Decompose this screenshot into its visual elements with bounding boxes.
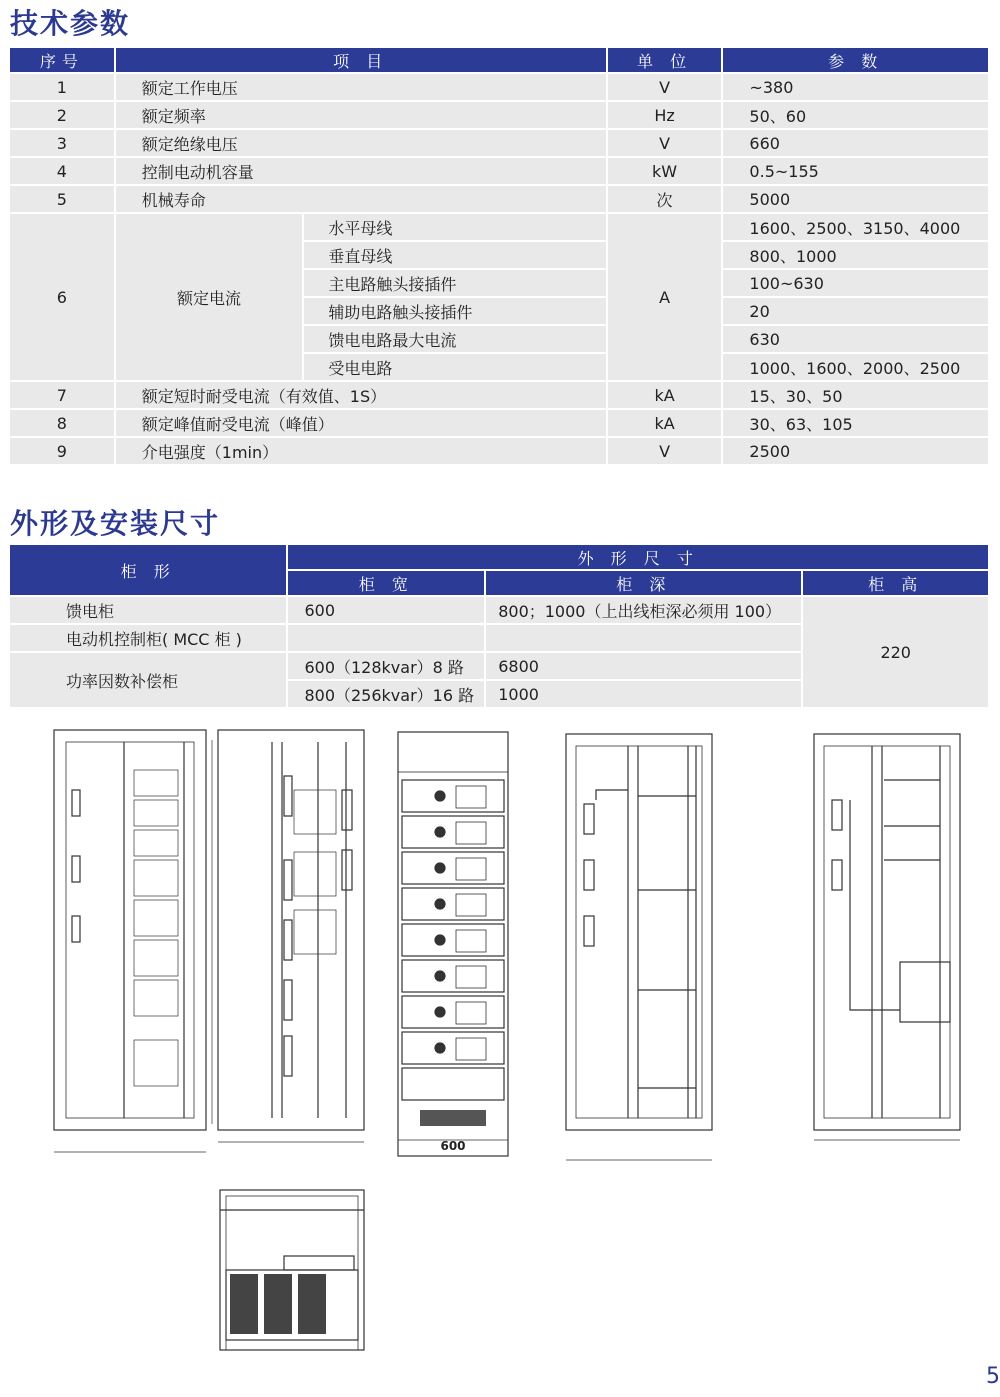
header-type: 柜 形 bbox=[10, 545, 286, 595]
height-value: 220 bbox=[803, 597, 988, 707]
cabinet-busbar-view bbox=[218, 730, 364, 1142]
tech-params-table bbox=[8, 46, 990, 466]
table-row: 800（256kvar）16 路 1000 bbox=[10, 681, 988, 707]
header-outer-size: 外 形 尺 寸 bbox=[288, 545, 988, 569]
table-row: 9 介电强度（1min） V 2500 bbox=[10, 438, 988, 464]
cabinet-side-section-b bbox=[814, 734, 960, 1140]
table-row: 7 额定短时耐受电流（有效值、1S） kA 15、30、50 bbox=[10, 382, 988, 408]
page-number: 5 bbox=[986, 1364, 1000, 1389]
header-param: 参 数 bbox=[723, 48, 988, 72]
cabinet-front-elevation bbox=[54, 730, 212, 1152]
table-row: 辅助电路触头接插件 20 bbox=[10, 298, 988, 324]
drawing-width-label: 600 bbox=[440, 1139, 466, 1153]
header-unit: 单 位 bbox=[608, 48, 722, 72]
table-row: 8 额定峰值耐受电流（峰值） kA 30、63、105 bbox=[10, 410, 988, 436]
table-row: 4 控制电动机容量 kW 0.5~155 bbox=[10, 158, 988, 184]
header-no: 序号 bbox=[10, 48, 114, 72]
header-width: 柜 宽 bbox=[288, 571, 484, 595]
table-row: 5 机械寿命 次 5000 bbox=[10, 186, 988, 212]
table-row: 受电电路 1000、1600、2000、2500 bbox=[10, 354, 988, 380]
cabinet-drawings bbox=[0, 720, 1000, 1360]
table-row: 垂直母线 800、1000 bbox=[10, 242, 988, 268]
table-row: 2 额定频率 Hz 50、60 bbox=[10, 102, 988, 128]
header-height: 柜 高 bbox=[803, 571, 988, 595]
table-row: 功率因数补偿柜 600（128kvar）8 路 6800 bbox=[10, 653, 988, 679]
header-depth: 柜 深 bbox=[486, 571, 801, 595]
table-row: 馈电柜 600 800；1000（上出线柜深必须用 100） 220 bbox=[10, 597, 988, 623]
tech-params-title: 技术参数 bbox=[10, 7, 131, 40]
table-row: 馈电电路最大电流 630 bbox=[10, 326, 988, 352]
table-row: 1 额定工作电压 V ~380 bbox=[10, 74, 988, 100]
table-row: 3 额定绝缘电压 V 660 bbox=[10, 130, 988, 156]
dims-table bbox=[8, 543, 990, 709]
header-item: 项 目 bbox=[116, 48, 606, 72]
dims-title: 外形及安装尺寸 bbox=[10, 507, 221, 540]
table-row: 主电路触头接插件 100~630 bbox=[10, 270, 988, 296]
cabinet-drawer-front bbox=[398, 732, 508, 1156]
cabinet-bottom-view bbox=[220, 1190, 364, 1350]
table-row: 电动机控制柜( MCC 柜 ) bbox=[10, 625, 988, 651]
table-row: 6 额定电流 水平母线 A 1600、2500、3150、4000 bbox=[10, 214, 988, 240]
cabinet-side-section-a bbox=[566, 734, 712, 1160]
